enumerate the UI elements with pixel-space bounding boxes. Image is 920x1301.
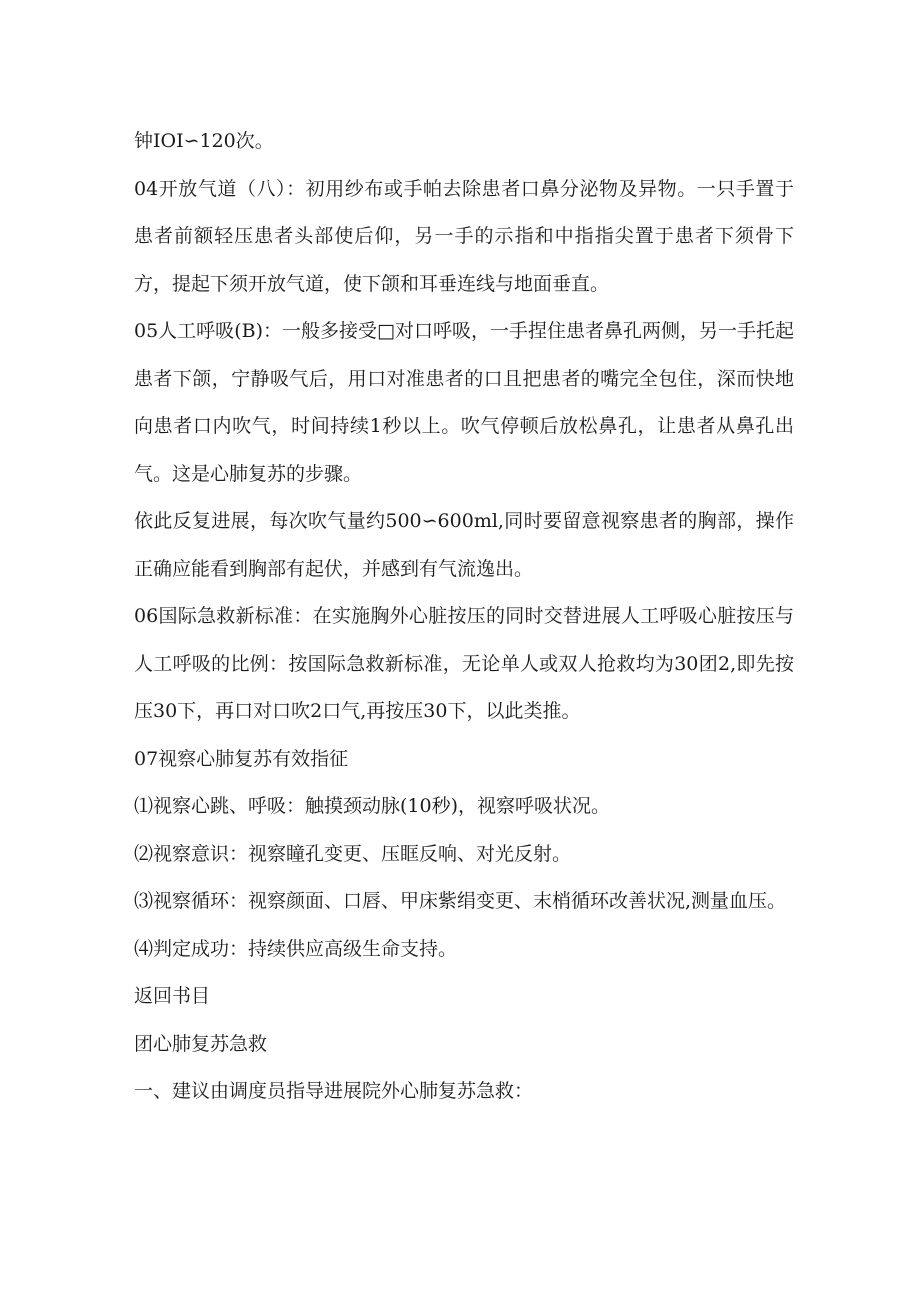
return-to-contents-link[interactable]: 返回书目 <box>134 985 211 1007</box>
paragraph-effectiveness-heading: 07视察心肺复苏有效指征 <box>134 747 349 770</box>
paragraph-open-airway: 04开放气道（八）：初用纱布或手帕去除患者口鼻分泌物及异物。一只手置于患者前额轻压患者头部使后仰，另一手的示指和中指指尖置于患者下须骨下方，提起下须开放气道，使下颌和耳垂连线与地面垂直。 <box>134 177 794 295</box>
paragraph-rescue-breathing: 05人工呼吸(B)：一般多接受□对口呼吸，一手捏住患者鼻孔两侧，另一手托起患者下颌，宁静吸气后，用口对准患者的口且把患者的嘴完全包住，深而快地向患者口内吹气，时间持续1秒以上。吹气停顿后放松鼻孔，让患者从鼻孔出气。这是心肺复苏的步骤。 <box>134 320 794 485</box>
section-item-dispatcher: 一、建议由调度员指导进展院外心肺复苏急救： <box>134 1080 534 1102</box>
document-body <box>134 118 794 1116</box>
paragraph-international-standard: 06国际急救新标准：在实施胸外心脏按压的同时交替进展人工呼吸心脏按压与人工呼吸的比例：按国际急救新标准，无论单人或双人抢救均为30团2,即先按压30下，再口对口吹2口气,再按压30下，以此类推。 <box>134 605 794 722</box>
paragraph-breath-volume: 依此反复进展，每次吹气量约500∽600ml,同时要留意视察患者的胸部，操作正确应能看到胸部有起伏，并感到有气流逸出。 <box>134 510 794 580</box>
section-title-cpr: 团心肺复苏急救 <box>134 1032 268 1055</box>
paragraph-rate-end: 钟IOI∽120次。 <box>134 130 274 152</box>
list-item-consciousness: ⑵视察意识：视察瞳孔变更、压眶反响、对光反射。 <box>134 842 572 865</box>
list-item-heartbeat: ⑴视察心跳、呼吸：触摸颈动脉(10秒)，视察呼吸状况。 <box>134 795 611 817</box>
list-item-success: ⑷判定成功：持续供应高级生命支持。 <box>134 937 458 960</box>
list-item-circulation: ⑶视察循环：视察颜面、口唇、甲床紫绢变更、末梢循环改善状况,测量血压。 <box>134 890 787 912</box>
